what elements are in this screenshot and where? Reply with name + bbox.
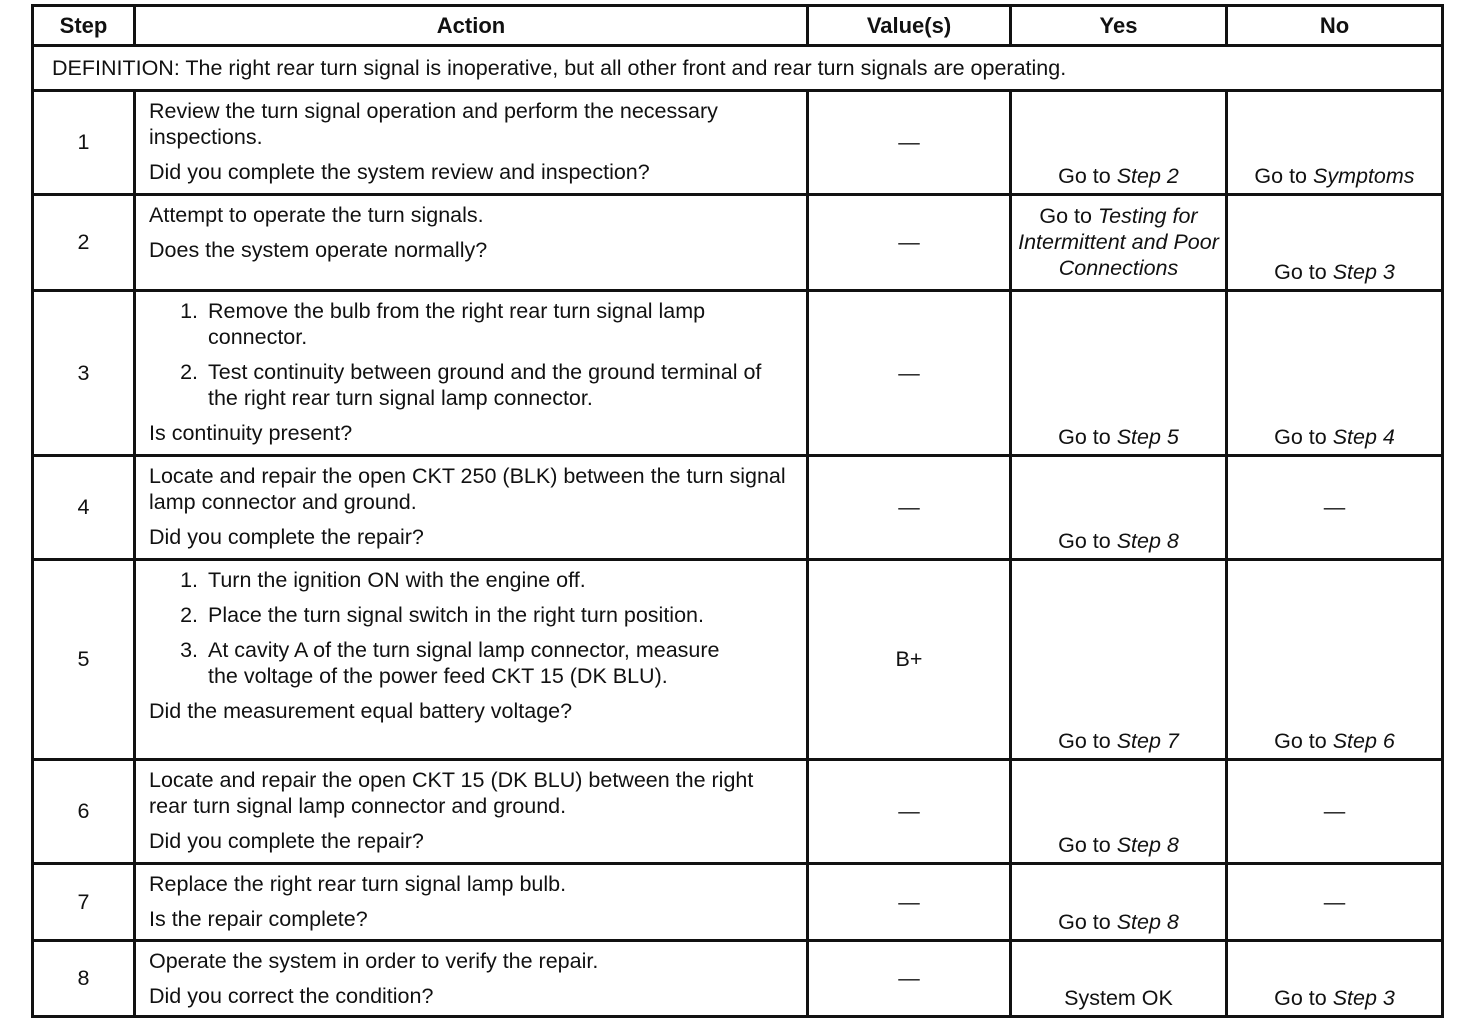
yes-cell — [1011, 91, 1227, 195]
no-prefix: Go to — [1274, 986, 1327, 1010]
substep: 3. At cavity A of the turn signal lamp connector, measure the voltage of the power feed CKT 15 (DK BLU). — [204, 637, 796, 689]
action-cell — [135, 291, 808, 456]
table-row — [33, 195, 1443, 291]
step-number: 6 — [33, 760, 135, 864]
no-target: Step 4 — [1332, 425, 1395, 449]
action-question: Is the repair complete? — [149, 907, 368, 931]
substep: 2. Test continuity between ground and the ground terminal of the right rear turn signal lamp connector. — [204, 359, 796, 411]
header-no: No — [1227, 6, 1443, 46]
action-question: Is continuity present? — [149, 421, 353, 445]
substep: 1. Turn the ignition ON with the engine off. — [204, 567, 796, 593]
header-step: Step — [33, 6, 135, 46]
yes-target: Step 8 — [1116, 910, 1179, 934]
table-row — [33, 941, 1443, 1017]
no-cell — [1227, 195, 1443, 291]
action-text: Locate and repair the open CKT 250 (BLK) between the turn signal lamp connector and ground. — [149, 464, 786, 514]
step-number: 4 — [33, 456, 135, 560]
header-values: Value(s) — [808, 6, 1011, 46]
no-prefix: Go to — [1274, 260, 1327, 284]
action-cell — [135, 941, 808, 1017]
action-text: Replace the right rear turn signal lamp bulb. — [149, 872, 567, 896]
value-cell: — — [808, 456, 1011, 560]
step-number: 7 — [33, 864, 135, 941]
no-target: Step 3 — [1332, 260, 1395, 284]
diagnostic-table — [31, 4, 1444, 1018]
action-cell — [135, 864, 808, 941]
no-cell — [1227, 91, 1443, 195]
value-cell: B+ — [808, 560, 1011, 760]
action-question: Does the system operate normally? — [149, 238, 488, 262]
action-text: Attempt to operate the turn signals. — [149, 203, 484, 227]
header-yes: Yes — [1011, 6, 1227, 46]
step-number: 8 — [33, 941, 135, 1017]
yes-prefix: Go to — [1058, 833, 1111, 857]
action-text: Operate the system in order to verify the repair. — [149, 949, 599, 973]
yes-cell — [1011, 195, 1227, 291]
yes-target: Step 7 — [1116, 729, 1179, 753]
action-question: Did the measurement equal battery voltage? — [149, 699, 573, 723]
header-row — [33, 6, 1443, 46]
no-cell — [1227, 941, 1443, 1017]
yes-prefix: Go to — [1058, 425, 1111, 449]
yes-target: Step 2 — [1116, 164, 1179, 188]
no-cell: — — [1227, 760, 1443, 864]
substep-list — [149, 298, 796, 411]
yes-prefix: Go to — [1058, 729, 1111, 753]
yes-cell — [1011, 456, 1227, 560]
action-cell — [135, 760, 808, 864]
step-number: 2 — [33, 195, 135, 291]
substep-list — [149, 567, 796, 689]
action-cell — [135, 560, 808, 760]
action-question: Did you complete the repair? — [149, 829, 424, 853]
action-text: Locate and repair the open CKT 15 (DK BLU) between the right rear turn signal lamp connector and ground. — [149, 768, 754, 818]
value-cell: — — [808, 760, 1011, 864]
yes-cell — [1011, 760, 1227, 864]
no-prefix: Go to — [1254, 164, 1308, 188]
yes-prefix: Go to — [1058, 529, 1111, 553]
yes-target: Step 8 — [1116, 529, 1179, 553]
value-cell: — — [808, 195, 1011, 291]
table-row — [33, 91, 1443, 195]
value-cell: — — [808, 91, 1011, 195]
yes-target: Step 5 — [1116, 425, 1179, 449]
no-cell: — — [1227, 456, 1443, 560]
no-cell — [1227, 291, 1443, 456]
table-row — [33, 864, 1443, 941]
action-cell — [135, 195, 808, 291]
action-cell — [135, 91, 808, 195]
yes-target: Testing for Intermittent and Poor Connections — [1018, 204, 1219, 280]
value-cell: — — [808, 941, 1011, 1017]
substep: 1. Remove the bulb from the right rear turn signal lamp connector. — [204, 298, 796, 350]
no-cell: — — [1227, 864, 1443, 941]
step-number: 5 — [33, 560, 135, 760]
yes-prefix: Go to — [1058, 164, 1111, 188]
yes-cell — [1011, 864, 1227, 941]
table-row — [33, 456, 1443, 560]
yes-cell: System OK — [1011, 941, 1227, 1017]
step-number: 3 — [33, 291, 135, 456]
no-target: Step 3 — [1332, 986, 1395, 1010]
no-target: Symptoms — [1313, 164, 1415, 188]
action-text: Review the turn signal operation and perform the necessary inspections. — [149, 99, 718, 149]
no-prefix: Go to — [1274, 425, 1327, 449]
no-target: Step 6 — [1332, 729, 1395, 753]
step-number: 1 — [33, 91, 135, 195]
yes-cell — [1011, 291, 1227, 456]
yes-prefix: Go to — [1039, 204, 1092, 228]
no-cell — [1227, 560, 1443, 760]
yes-cell — [1011, 560, 1227, 760]
substep: 2. Place the turn signal switch in the right turn position. — [204, 602, 796, 628]
action-question: Did you complete the repair? — [149, 525, 424, 549]
table-row — [33, 560, 1443, 760]
action-question: Did you correct the condition? — [149, 984, 434, 1008]
action-question: Did you complete the system review and inspection? — [149, 160, 650, 184]
yes-target: Step 8 — [1116, 833, 1179, 857]
value-cell: — — [808, 864, 1011, 941]
definition-text: DEFINITION: The right rear turn signal is inoperative, but all other front and rear turn signals are operating. — [33, 46, 1443, 91]
definition-row — [33, 46, 1443, 91]
table-row — [33, 291, 1443, 456]
action-cell — [135, 456, 808, 560]
value-cell: — — [808, 291, 1011, 456]
yes-prefix: Go to — [1058, 910, 1111, 934]
header-action: Action — [135, 6, 808, 46]
table-row — [33, 760, 1443, 864]
no-prefix: Go to — [1274, 729, 1327, 753]
